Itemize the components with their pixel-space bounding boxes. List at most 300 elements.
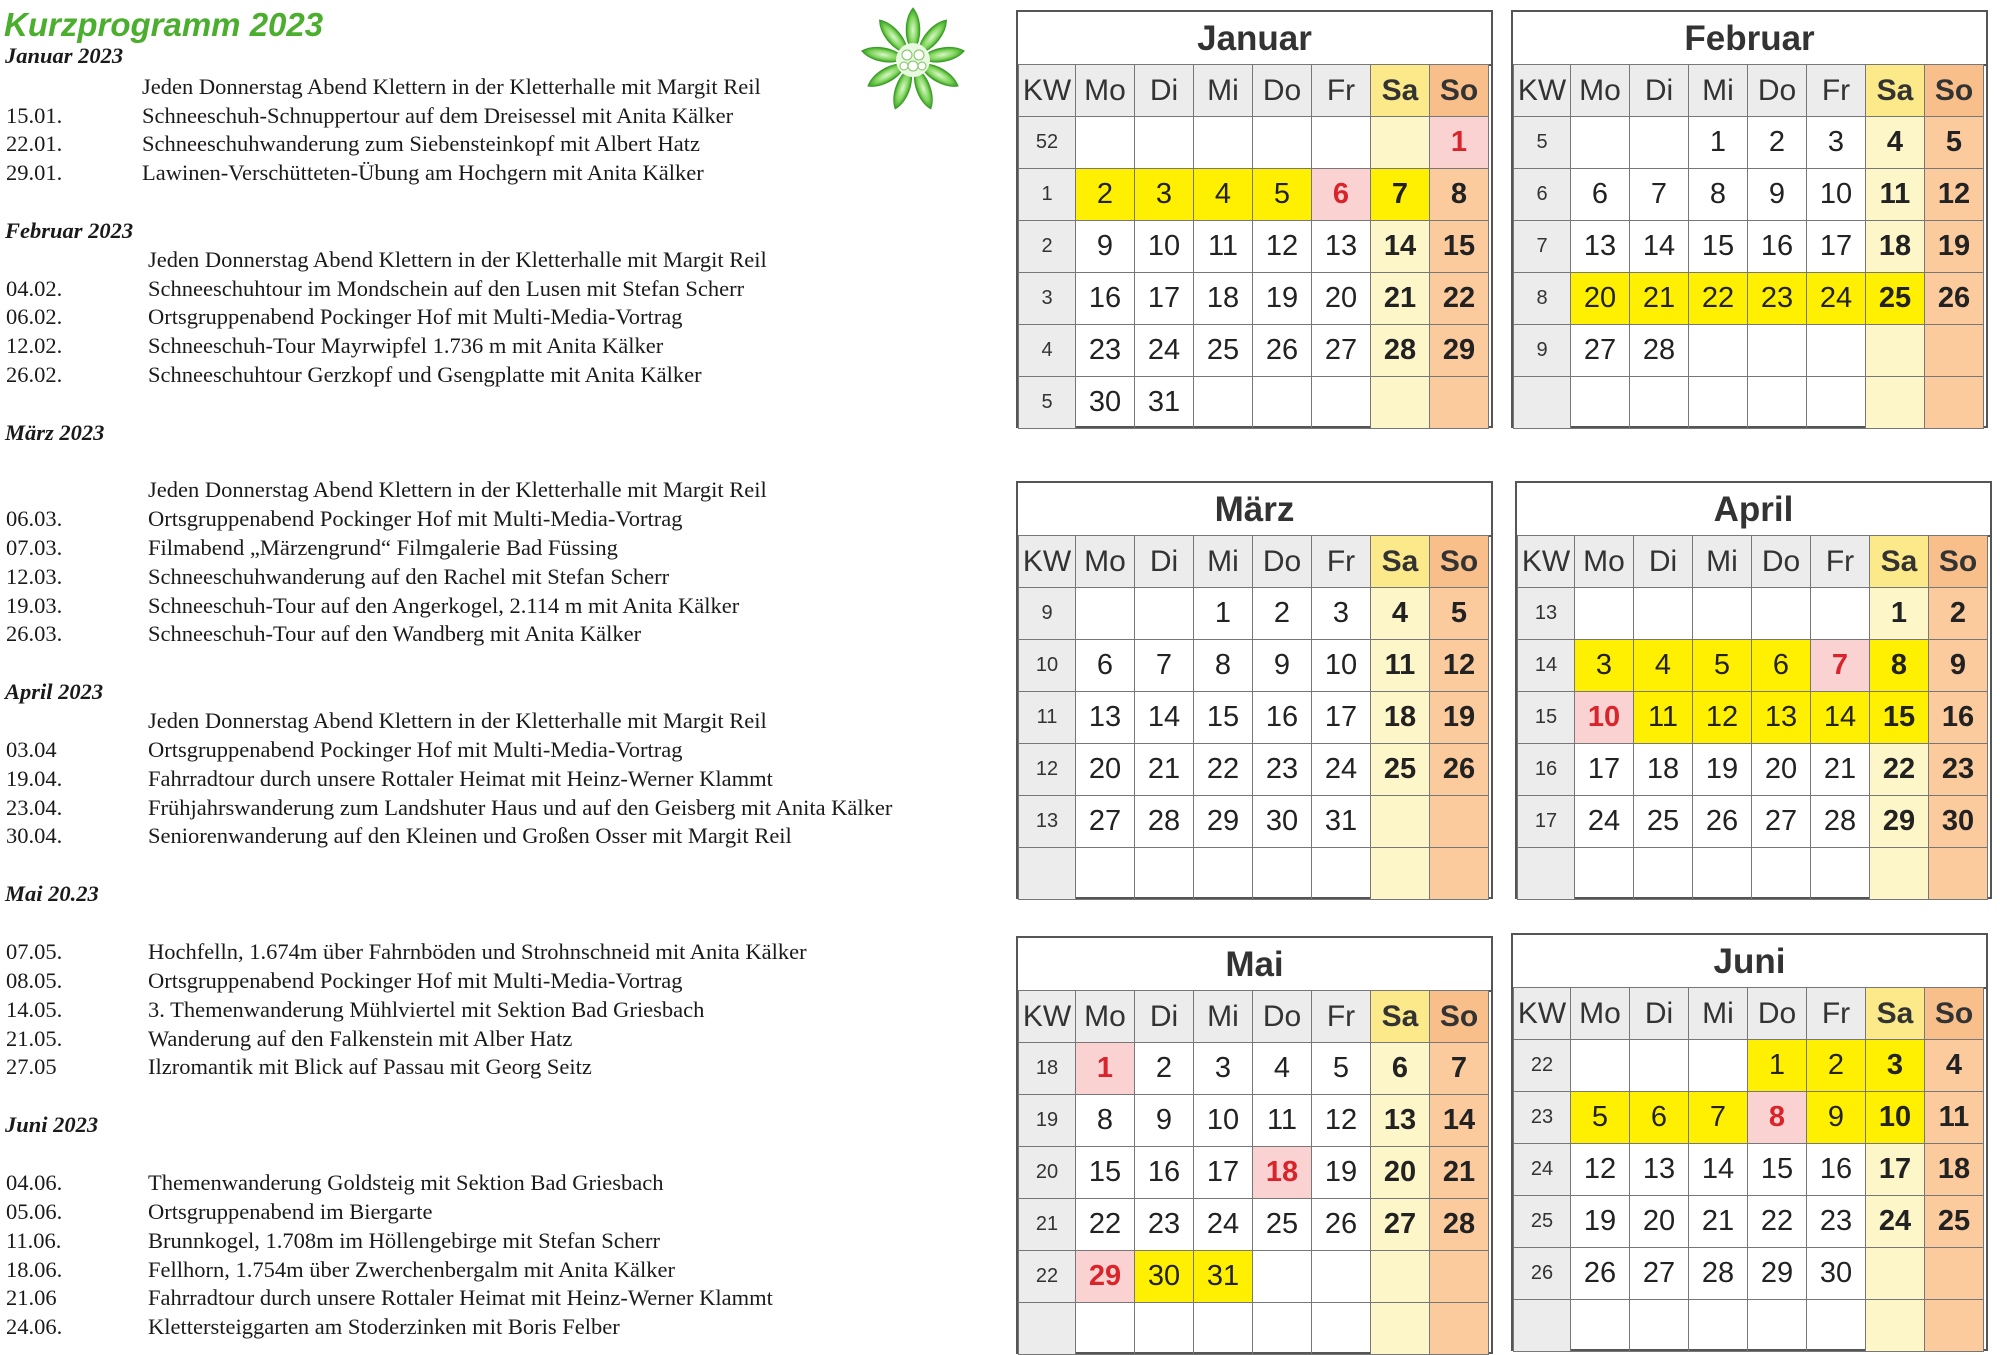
calendar-day: 11	[1253, 1095, 1312, 1147]
calendar-day	[1076, 1303, 1135, 1355]
page-title: Kurzprogramm 2023	[4, 6, 324, 43]
calendar-day: 16	[1076, 273, 1135, 325]
weekday-header: So	[1929, 536, 1988, 588]
calendar-day: 22	[1870, 744, 1929, 796]
calendar-day: 13	[1630, 1144, 1689, 1196]
calendar-day: 26	[1693, 796, 1752, 848]
calendar-day: 21	[1689, 1196, 1748, 1248]
calendar-day	[1194, 848, 1253, 900]
program-date: 12.02.	[6, 333, 63, 358]
weekday-header: So	[1925, 65, 1984, 117]
calendar-day: 3	[1866, 1040, 1925, 1092]
calendar-day: 3	[1312, 588, 1371, 640]
calendar-day: 10	[1866, 1092, 1925, 1144]
calendar-day: 4	[1253, 1043, 1312, 1095]
calendar-day: 25	[1866, 273, 1925, 325]
calendar-day: 10	[1135, 221, 1194, 273]
weekday-header-row	[1019, 991, 1489, 1043]
calendar-week-row	[1514, 1196, 1984, 1248]
calendar-day: 26	[1430, 744, 1489, 796]
calendar-week-row	[1514, 1144, 1984, 1196]
program-date: 06.02.	[6, 304, 63, 329]
calendar-day	[1253, 117, 1312, 169]
calendar-day: 6	[1752, 640, 1811, 692]
program-text: Fahrradtour durch unsere Rottaler Heimat mit Heinz-Werner Klammt	[148, 1285, 773, 1310]
calendar-day: 6	[1630, 1092, 1689, 1144]
calendar-day: 10	[1312, 640, 1371, 692]
calendar-day	[1253, 848, 1312, 900]
program-date: 29.01.	[6, 160, 63, 185]
calendar-day: 5	[1430, 588, 1489, 640]
program-text: Brunnkogel, 1.708m im Höllengebirge mit Stefan Scherr	[148, 1228, 660, 1253]
calendar-day: 12	[1693, 692, 1752, 744]
program-date: 19.03.	[6, 593, 63, 618]
calendar-week-row	[1518, 848, 1988, 900]
calendar-day: 3	[1807, 117, 1866, 169]
program-date: 05.06.	[6, 1199, 63, 1224]
calendar-day	[1866, 1300, 1925, 1352]
calendar-day	[1807, 1300, 1866, 1352]
calendar-day: 18	[1866, 221, 1925, 273]
calendar-week-number: 13	[1518, 588, 1575, 640]
calendar-day: 8	[1430, 169, 1489, 221]
program-text: Frühjahrswanderung zum Landshuter Haus und auf den Geisberg mit Anita Kälker	[148, 795, 893, 820]
program-text: 3. Themenwanderung Mühlviertel mit Sektion Bad Griesbach	[148, 997, 705, 1022]
calendar-day: 30	[1253, 796, 1312, 848]
weekday-header: Fr	[1312, 65, 1371, 117]
calendar-day	[1253, 1251, 1312, 1303]
calendar-day: 6	[1312, 169, 1371, 221]
program-date: 26.03.	[6, 621, 63, 646]
calendar-day	[1866, 377, 1925, 429]
program-date: 21.05.	[6, 1026, 63, 1051]
weekday-header: Di	[1630, 65, 1689, 117]
program-date: 15.01.	[6, 103, 63, 128]
calendar-week-number: 6	[1514, 169, 1571, 221]
calendar-day: 27	[1630, 1248, 1689, 1300]
calendar-day: 18	[1925, 1144, 1984, 1196]
month-header-label: April 2023	[5, 679, 104, 704]
calendar-week-row	[1019, 1043, 1489, 1095]
calendar-day: 9	[1135, 1095, 1194, 1147]
calendar-day: 27	[1076, 796, 1135, 848]
program-date: 07.03.	[6, 535, 63, 560]
program-text: Jeden Donnerstag Abend Klettern in der Kletterhalle mit Margit Reil	[142, 74, 761, 99]
calendar-day: 14	[1689, 1144, 1748, 1196]
program-text: Fahrradtour durch unsere Rottaler Heimat mit Heinz-Werner Klammt	[148, 766, 773, 791]
calendar-day: 18	[1371, 692, 1430, 744]
program-text: Ilzromantik mit Blick auf Passau mit Georg Seitz	[148, 1054, 592, 1079]
program-text: Klettersteiggarten am Stoderzinken mit Boris Felber	[148, 1314, 620, 1339]
calendar-day	[1076, 117, 1135, 169]
calendar-week-number: 26	[1514, 1248, 1571, 1300]
program-date: 06.03.	[6, 506, 63, 531]
calendar-day: 3	[1575, 640, 1634, 692]
calendar-day	[1312, 1303, 1371, 1355]
calendar-day: 11	[1925, 1092, 1984, 1144]
calendar-day	[1571, 377, 1630, 429]
calendar-week-number: 3	[1019, 273, 1076, 325]
program-text: Schneeschuhwanderung zum Siebensteinkopf mit Albert Hatz	[142, 131, 700, 156]
calendar-day	[1135, 1303, 1194, 1355]
calendar-week-number: 18	[1019, 1043, 1076, 1095]
weekday-header-row	[1019, 65, 1489, 117]
calendar-day: 23	[1748, 273, 1807, 325]
calendar-day: 19	[1925, 221, 1984, 273]
calendar-day: 28	[1371, 325, 1430, 377]
calendar-day: 27	[1371, 1199, 1430, 1251]
calendar-day: 22	[1430, 273, 1489, 325]
program-text: Schneeschuh-Tour Mayrwipfel 1.736 m mit Anita Kälker	[148, 333, 664, 358]
calendar-day: 2	[1135, 1043, 1194, 1095]
program-date: 14.05.	[6, 997, 63, 1022]
calendar-day: 29	[1076, 1251, 1135, 1303]
program-date: 07.05.	[6, 939, 63, 964]
calendar-week-row	[1514, 325, 1984, 377]
calendar-day	[1371, 377, 1430, 429]
calendar-day	[1925, 1248, 1984, 1300]
calendar-week-row	[1019, 1147, 1489, 1199]
calendar-day: 20	[1752, 744, 1811, 796]
weekday-header: KW	[1514, 65, 1571, 117]
calendar-day	[1076, 848, 1135, 900]
calendar-day: 9	[1807, 1092, 1866, 1144]
calendar-day: 4	[1194, 169, 1253, 221]
calendar-day: 1	[1689, 117, 1748, 169]
calendar-day: 29	[1870, 796, 1929, 848]
weekday-header-row	[1514, 988, 1984, 1040]
program-text: Schneeschuhwanderung auf den Rachel mit Stefan Scherr	[148, 564, 670, 589]
calendar-day: 7	[1811, 640, 1870, 692]
calendar-day	[1371, 848, 1430, 900]
calendar-week-number: 5	[1514, 117, 1571, 169]
calendar-day: 11	[1866, 169, 1925, 221]
calendar-juni	[1511, 933, 1988, 1351]
calendar-week-row	[1019, 588, 1489, 640]
weekday-header: Mo	[1571, 988, 1630, 1040]
calendar-day: 6	[1571, 169, 1630, 221]
calendar-week-row	[1019, 1095, 1489, 1147]
calendar-day: 30	[1135, 1251, 1194, 1303]
calendar-day: 16	[1929, 692, 1988, 744]
program-date: 04.06.	[6, 1170, 63, 1195]
weekday-header: Mi	[1194, 65, 1253, 117]
calendar-grid	[1513, 64, 1984, 429]
program-date: 12.03.	[6, 564, 63, 589]
calendar-day: 4	[1371, 588, 1430, 640]
calendar-day: 19	[1430, 692, 1489, 744]
calendar-day: 15	[1076, 1147, 1135, 1199]
calendar-day: 2	[1929, 588, 1988, 640]
calendar-day	[1430, 377, 1489, 429]
calendar-day: 16	[1748, 221, 1807, 273]
calendar-day: 2	[1748, 117, 1807, 169]
month-header-label: Februar 2023	[5, 218, 134, 243]
calendar-week-number	[1019, 848, 1076, 900]
calendar-day: 17	[1135, 273, 1194, 325]
calendar-day: 7	[1689, 1092, 1748, 1144]
calendar-week-row	[1518, 640, 1988, 692]
calendar-day	[1253, 1303, 1312, 1355]
calendar-day: 27	[1752, 796, 1811, 848]
calendar-day	[1575, 588, 1634, 640]
calendar-day	[1312, 1251, 1371, 1303]
calendar-week-row	[1518, 744, 1988, 796]
calendar-day: 16	[1807, 1144, 1866, 1196]
calendar-day: 16	[1135, 1147, 1194, 1199]
calendar-day: 11	[1634, 692, 1693, 744]
calendar-day	[1925, 1300, 1984, 1352]
weekday-header: Fr	[1312, 991, 1371, 1043]
program-date: 03.04	[6, 737, 57, 762]
weekday-header-row	[1019, 536, 1489, 588]
calendar-day	[1135, 588, 1194, 640]
calendar-day: 28	[1630, 325, 1689, 377]
calendar-day: 22	[1748, 1196, 1807, 1248]
calendar-day: 27	[1312, 325, 1371, 377]
weekday-header: KW	[1019, 991, 1076, 1043]
calendar-day	[1575, 848, 1634, 900]
calendar-day: 26	[1571, 1248, 1630, 1300]
calendar-day: 13	[1076, 692, 1135, 744]
calendar-day	[1689, 1300, 1748, 1352]
calendar-day: 24	[1575, 796, 1634, 848]
weekday-header: Mo	[1571, 65, 1630, 117]
calendar-day: 10	[1575, 692, 1634, 744]
calendar-day: 6	[1371, 1043, 1430, 1095]
calendar-day: 12	[1430, 640, 1489, 692]
calendar-week-row	[1019, 273, 1489, 325]
calendar-month-title: Januar	[1018, 12, 1491, 66]
weekday-header: KW	[1518, 536, 1575, 588]
calendar-day	[1371, 796, 1430, 848]
calendar-day: 9	[1076, 221, 1135, 273]
calendar-month-title: Juni	[1513, 935, 1986, 989]
month-header-label: Mai 20.23	[5, 881, 99, 906]
program-date: 23.04.	[6, 795, 63, 820]
calendar-day	[1135, 848, 1194, 900]
calendar-day: 5	[1312, 1043, 1371, 1095]
calendar-februar	[1511, 10, 1988, 428]
calendar-day: 6	[1076, 640, 1135, 692]
weekday-header: Sa	[1866, 65, 1925, 117]
program-text: Schneeschuhtour Gerzkopf und Gsengplatte mit Anita Kälker	[148, 362, 702, 387]
calendar-day	[1807, 325, 1866, 377]
weekday-header: Mi	[1689, 988, 1748, 1040]
calendar-day: 17	[1194, 1147, 1253, 1199]
calendar-week-row	[1514, 117, 1984, 169]
program-text: Schneeschuh-Tour auf den Wandberg mit Anita Kälker	[148, 621, 642, 646]
calendar-day: 25	[1194, 325, 1253, 377]
weekday-header: So	[1430, 991, 1489, 1043]
calendar-day	[1752, 848, 1811, 900]
calendar-week-number: 8	[1514, 273, 1571, 325]
calendar-week-number	[1514, 1300, 1571, 1352]
calendar-grid	[1018, 990, 1489, 1355]
calendar-day: 21	[1135, 744, 1194, 796]
calendar-day	[1630, 1040, 1689, 1092]
calendar-day: 24	[1866, 1196, 1925, 1248]
calendar-day	[1929, 848, 1988, 900]
calendar-day	[1689, 377, 1748, 429]
calendar-week-number	[1514, 377, 1571, 429]
calendar-day: 31	[1135, 377, 1194, 429]
program-date: 19.04.	[6, 766, 63, 791]
calendar-day	[1312, 117, 1371, 169]
calendar-day	[1866, 325, 1925, 377]
calendar-day	[1693, 588, 1752, 640]
calendar-day: 20	[1076, 744, 1135, 796]
program-text: Schneeschuhtour im Mondschein auf den Lusen mit Stefan Scherr	[148, 276, 745, 301]
program-text: Ortsgruppenabend Pockinger Hof mit Multi-Media-Vortrag	[148, 968, 683, 993]
program-date: 04.02.	[6, 276, 63, 301]
calendar-day	[1571, 1040, 1630, 1092]
calendar-day: 12	[1925, 169, 1984, 221]
calendar-day: 22	[1076, 1199, 1135, 1251]
weekday-header: Fr	[1807, 65, 1866, 117]
weekday-header: So	[1430, 536, 1489, 588]
calendar-day: 15	[1870, 692, 1929, 744]
calendar-day: 26	[1312, 1199, 1371, 1251]
calendar-day	[1634, 848, 1693, 900]
program-text: Ortsgruppenabend im Biergarte	[148, 1199, 433, 1224]
calendar-day: 13	[1752, 692, 1811, 744]
calendar-day: 9	[1253, 640, 1312, 692]
calendar-day: 7	[1135, 640, 1194, 692]
calendar-day	[1689, 325, 1748, 377]
calendar-day: 21	[1371, 273, 1430, 325]
calendar-week-number: 9	[1514, 325, 1571, 377]
calendar-day	[1866, 1248, 1925, 1300]
calendar-day	[1925, 325, 1984, 377]
calendar-week-row	[1514, 1248, 1984, 1300]
calendar-week-number: 1	[1019, 169, 1076, 221]
weekday-header: Mi	[1693, 536, 1752, 588]
calendar-day	[1630, 1300, 1689, 1352]
calendar-week-number: 11	[1019, 692, 1076, 744]
weekday-header: Mo	[1575, 536, 1634, 588]
calendar-week-row	[1019, 796, 1489, 848]
weekday-header-row	[1514, 65, 1984, 117]
calendar-day: 21	[1430, 1147, 1489, 1199]
calendar-day: 8	[1870, 640, 1929, 692]
calendar-week-number	[1518, 848, 1575, 900]
calendar-day: 23	[1135, 1199, 1194, 1251]
calendar-day: 4	[1866, 117, 1925, 169]
weekday-header-row	[1518, 536, 1988, 588]
program-text: Ortsgruppenabend Pockinger Hof mit Multi-Media-Vortrag	[148, 737, 683, 762]
calendar-mai	[1016, 936, 1493, 1354]
calendar-week-row	[1019, 169, 1489, 221]
calendar-grid	[1517, 535, 1988, 900]
calendar-day	[1371, 1251, 1430, 1303]
calendar-day: 7	[1630, 169, 1689, 221]
program-list	[0, 0, 1000, 1353]
calendar-day	[1925, 377, 1984, 429]
calendar-day: 13	[1571, 221, 1630, 273]
calendar-day	[1630, 377, 1689, 429]
weekday-header: Sa	[1371, 536, 1430, 588]
calendar-day: 7	[1371, 169, 1430, 221]
calendar-day: 30	[1807, 1248, 1866, 1300]
weekday-header: So	[1925, 988, 1984, 1040]
weekday-header: Sa	[1371, 991, 1430, 1043]
calendar-day: 23	[1076, 325, 1135, 377]
calendar-week-number: 52	[1019, 117, 1076, 169]
calendar-day: 26	[1253, 325, 1312, 377]
calendar-day: 25	[1634, 796, 1693, 848]
calendar-day: 2	[1253, 588, 1312, 640]
weekday-header: Mi	[1194, 991, 1253, 1043]
calendar-day	[1807, 377, 1866, 429]
calendar-day: 23	[1929, 744, 1988, 796]
calendar-week-number: 5	[1019, 377, 1076, 429]
calendar-day: 14	[1430, 1095, 1489, 1147]
calendar-day	[1630, 117, 1689, 169]
calendar-week-row	[1514, 221, 1984, 273]
weekday-header: Do	[1253, 536, 1312, 588]
weekday-header: KW	[1514, 988, 1571, 1040]
calendar-day: 20	[1312, 273, 1371, 325]
calendar-day	[1371, 1303, 1430, 1355]
weekday-header: So	[1430, 65, 1489, 117]
calendar-day: 10	[1807, 169, 1866, 221]
calendar-week-number: 10	[1019, 640, 1076, 692]
calendar-day	[1752, 588, 1811, 640]
calendar-day	[1748, 1300, 1807, 1352]
calendar-day: 15	[1430, 221, 1489, 273]
calendar-day: 1	[1194, 588, 1253, 640]
calendar-day: 22	[1689, 273, 1748, 325]
calendar-month-title: Februar	[1513, 12, 1986, 66]
calendar-week-number: 20	[1019, 1147, 1076, 1199]
calendar-april	[1515, 481, 1992, 899]
calendar-week-number: 4	[1019, 325, 1076, 377]
calendar-day: 4	[1925, 1040, 1984, 1092]
weekday-header: KW	[1019, 65, 1076, 117]
calendar-month-title: März	[1018, 483, 1491, 537]
calendar-week-number: 17	[1518, 796, 1575, 848]
calendar-week-row	[1019, 848, 1489, 900]
calendar-day: 14	[1811, 692, 1870, 744]
calendar-day: 19	[1693, 744, 1752, 796]
program-text: Filmabend „Märzengrund“ Filmgalerie Bad Füssing	[148, 535, 618, 560]
calendar-day: 5	[1693, 640, 1752, 692]
calendar-day	[1748, 377, 1807, 429]
weekday-header: Mo	[1076, 991, 1135, 1043]
weekday-header: Mo	[1076, 536, 1135, 588]
calendar-week-number: 22	[1019, 1251, 1076, 1303]
program-text: Jeden Donnerstag Abend Klettern in der Kletterhalle mit Margit Reil	[148, 247, 767, 272]
calendar-day	[1430, 1251, 1489, 1303]
month-header-label: März 2023	[5, 420, 105, 445]
month-header-label: Januar 2023	[5, 43, 124, 68]
weekday-header: Di	[1634, 536, 1693, 588]
calendar-day: 24	[1807, 273, 1866, 325]
calendar-day: 1	[1748, 1040, 1807, 1092]
calendar-day: 13	[1371, 1095, 1430, 1147]
calendar-week-number: 2	[1019, 221, 1076, 273]
weekday-header: Do	[1748, 988, 1807, 1040]
weekday-header: Mo	[1076, 65, 1135, 117]
program-text: Themenwanderung Goldsteig mit Sektion Bad Griesbach	[148, 1170, 664, 1195]
calendar-day: 12	[1253, 221, 1312, 273]
edelweiss-logo-icon	[858, 5, 968, 115]
calendar-day: 8	[1748, 1092, 1807, 1144]
program-date: 11.06.	[6, 1228, 62, 1253]
calendar-day: 27	[1571, 325, 1630, 377]
calendar-day: 19	[1253, 273, 1312, 325]
